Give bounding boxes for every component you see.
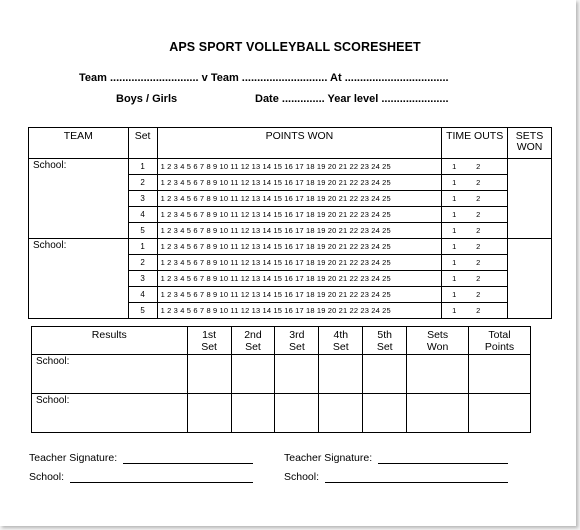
results-table (31, 326, 531, 433)
teacher-signature-label-left: Teacher Signature: (29, 452, 118, 464)
results-school-cell[interactable]: School: (32, 355, 188, 394)
school-line-right[interactable] (325, 482, 508, 483)
set-number: 4 (128, 207, 157, 223)
points-won-cell[interactable]: 1 2 3 4 5 6 7 8 9 10 11 12 13 14 15 16 17 18 19 20 21 22 23 24 25 (157, 287, 442, 303)
set-number: 2 (128, 255, 157, 271)
points-won-cell[interactable]: 1 2 3 4 5 6 7 8 9 10 11 12 13 14 15 16 17 18 19 20 21 22 23 24 25 (157, 175, 442, 191)
results-value-cell[interactable] (275, 355, 319, 394)
set-number: 3 (128, 191, 157, 207)
results-value-cell[interactable] (469, 355, 531, 394)
col-set-header: Set (128, 128, 157, 159)
sets-won-header-line1: SETS (515, 130, 544, 142)
teacher-signature-line-right[interactable] (378, 463, 508, 464)
results-value-cell[interactable] (231, 355, 275, 394)
set-number: 1 (128, 239, 157, 255)
timeout-2[interactable]: 2 (476, 162, 481, 171)
col-time-outs-header: TIME OUTS (442, 128, 508, 159)
results-col-header-text: 1st (202, 329, 217, 341)
points-won-cell[interactable]: 1 2 3 4 5 6 7 8 9 10 11 12 13 14 15 16 17 18 19 20 21 22 23 24 25 (157, 223, 442, 239)
timeout-1[interactable]: 1 (452, 210, 457, 219)
results-col-header-text: 4th (333, 329, 349, 341)
set-number: 5 (128, 303, 157, 319)
school-label-left: School: (29, 471, 65, 483)
results-col-header-text: Set (332, 341, 349, 353)
results-col-header-text: Won (426, 341, 449, 353)
points-won-cell[interactable]: 1 2 3 4 5 6 7 8 9 10 11 12 13 14 15 16 17 18 19 20 21 22 23 24 25 (157, 255, 442, 271)
results-col-header-text: Set (376, 341, 393, 353)
results-col-header (363, 327, 407, 355)
set-number: 3 (128, 271, 157, 287)
timeout-2[interactable]: 2 (476, 242, 481, 251)
teacher-signature-label-right: Teacher Signature: (284, 452, 373, 464)
results-value-cell[interactable] (407, 355, 469, 394)
score-table (28, 127, 552, 319)
results-col-header-text: Set (245, 341, 261, 353)
timeout-2[interactable]: 2 (476, 210, 481, 219)
boys-girls-label: Boys / Girls (116, 93, 178, 105)
time-outs-cell[interactable] (442, 303, 508, 319)
results-row (32, 394, 531, 433)
timeout-2[interactable]: 2 (476, 258, 481, 267)
results-value-cell[interactable] (187, 355, 231, 394)
results-header-row (32, 327, 531, 355)
school-label-right: School: (284, 471, 320, 483)
timeout-2[interactable]: 2 (476, 290, 481, 299)
date-year-line: Date .............. Year level ...................... (255, 93, 449, 105)
time-outs-cell[interactable] (442, 287, 508, 303)
sets-won-header-line2: WON (516, 141, 543, 153)
timeout-1[interactable]: 1 (452, 162, 457, 171)
set-number: 5 (128, 223, 157, 239)
results-value-cell[interactable] (319, 355, 363, 394)
time-outs-cell[interactable] (442, 175, 508, 191)
col-sets-won-header (508, 128, 552, 159)
results-col-header-text: 3rd (289, 329, 305, 341)
set-number: 1 (128, 159, 157, 175)
timeout-1[interactable]: 1 (452, 242, 457, 251)
timeout-1[interactable]: 1 (452, 178, 457, 187)
team-school-cell[interactable]: School: (29, 159, 129, 239)
time-outs-cell[interactable] (442, 159, 508, 175)
timeout-2[interactable]: 2 (476, 194, 481, 203)
results-col-header (407, 327, 469, 355)
results-col-header-text: Total (488, 329, 511, 341)
results-col-header-text: Points (484, 341, 515, 353)
results-value-cell[interactable] (363, 394, 407, 433)
points-won-cell[interactable]: 1 2 3 4 5 6 7 8 9 10 11 12 13 14 15 16 17 18 19 20 21 22 23 24 25 (157, 239, 442, 255)
timeout-2[interactable]: 2 (476, 306, 481, 315)
results-col-header (275, 327, 319, 355)
timeout-2[interactable]: 2 (476, 274, 481, 283)
team-school-cell[interactable]: School: (29, 239, 129, 319)
results-col-header-text: Set (289, 341, 305, 353)
teacher-signature-line-left[interactable] (123, 463, 253, 464)
points-won-cell[interactable]: 1 2 3 4 5 6 7 8 9 10 11 12 13 14 15 16 17 18 19 20 21 22 23 24 25 (157, 271, 442, 287)
results-value-cell[interactable] (187, 394, 231, 433)
results-school-cell[interactable]: School: (32, 394, 188, 433)
set-row (29, 159, 552, 175)
results-row (32, 355, 531, 394)
results-col-header (231, 327, 275, 355)
results-value-cell[interactable] (319, 394, 363, 433)
points-won-cell[interactable]: 1 2 3 4 5 6 7 8 9 10 11 12 13 14 15 16 17 18 19 20 21 22 23 24 25 (157, 303, 442, 319)
set-number: 2 (128, 175, 157, 191)
page-title: APS SPORT VOLLEYBALL SCORESHEET (169, 40, 421, 54)
timeout-1[interactable]: 1 (452, 290, 457, 299)
time-outs-cell[interactable] (442, 223, 508, 239)
time-outs-cell[interactable] (442, 239, 508, 255)
timeout-1[interactable]: 1 (452, 226, 457, 235)
results-value-cell[interactable] (275, 394, 319, 433)
sets-won-cell[interactable] (508, 239, 552, 319)
school-line-left[interactable] (70, 482, 253, 483)
points-won-cell[interactable]: 1 2 3 4 5 6 7 8 9 10 11 12 13 14 15 16 17 18 19 20 21 22 23 24 25 (157, 207, 442, 223)
timeout-2[interactable]: 2 (476, 226, 481, 235)
results-col-header (32, 327, 188, 355)
team-line: Team ............................. v Team ............................ At .................................. (79, 72, 449, 84)
results-value-cell[interactable] (407, 394, 469, 433)
results-col-header (469, 327, 531, 355)
col-points-won-header: POINTS WON (157, 128, 442, 159)
results-value-cell[interactable] (231, 394, 275, 433)
timeout-1[interactable]: 1 (452, 274, 457, 283)
results-col-header-text: 5th (377, 329, 392, 341)
points-won-cell[interactable]: 1 2 3 4 5 6 7 8 9 10 11 12 13 14 15 16 17 18 19 20 21 22 23 24 25 (157, 191, 442, 207)
set-row (29, 239, 552, 255)
score-header-row (29, 128, 552, 159)
results-col-header (319, 327, 363, 355)
timeout-1[interactable]: 1 (452, 306, 457, 315)
time-outs-cell[interactable] (442, 191, 508, 207)
results-value-cell[interactable] (469, 394, 531, 433)
sets-won-cell[interactable] (508, 159, 552, 239)
timeout-1[interactable]: 1 (452, 194, 457, 203)
time-outs-cell[interactable] (442, 207, 508, 223)
timeout-1[interactable]: 1 (452, 258, 457, 267)
results-value-cell[interactable] (363, 355, 407, 394)
results-col-header-text: Sets (427, 329, 449, 341)
col-team-header: TEAM (29, 128, 129, 159)
results-col-header-text: Set (201, 341, 217, 353)
results-col-header-text: 2nd (244, 329, 262, 341)
results-col-header (187, 327, 231, 355)
time-outs-cell[interactable] (442, 255, 508, 271)
set-number: 4 (128, 287, 157, 303)
time-outs-cell[interactable] (442, 271, 508, 287)
results-col-header-text: Results (91, 329, 127, 341)
timeout-2[interactable]: 2 (476, 178, 481, 187)
points-won-cell[interactable]: 1 2 3 4 5 6 7 8 9 10 11 12 13 14 15 16 17 18 19 20 21 22 23 24 25 (157, 159, 442, 175)
